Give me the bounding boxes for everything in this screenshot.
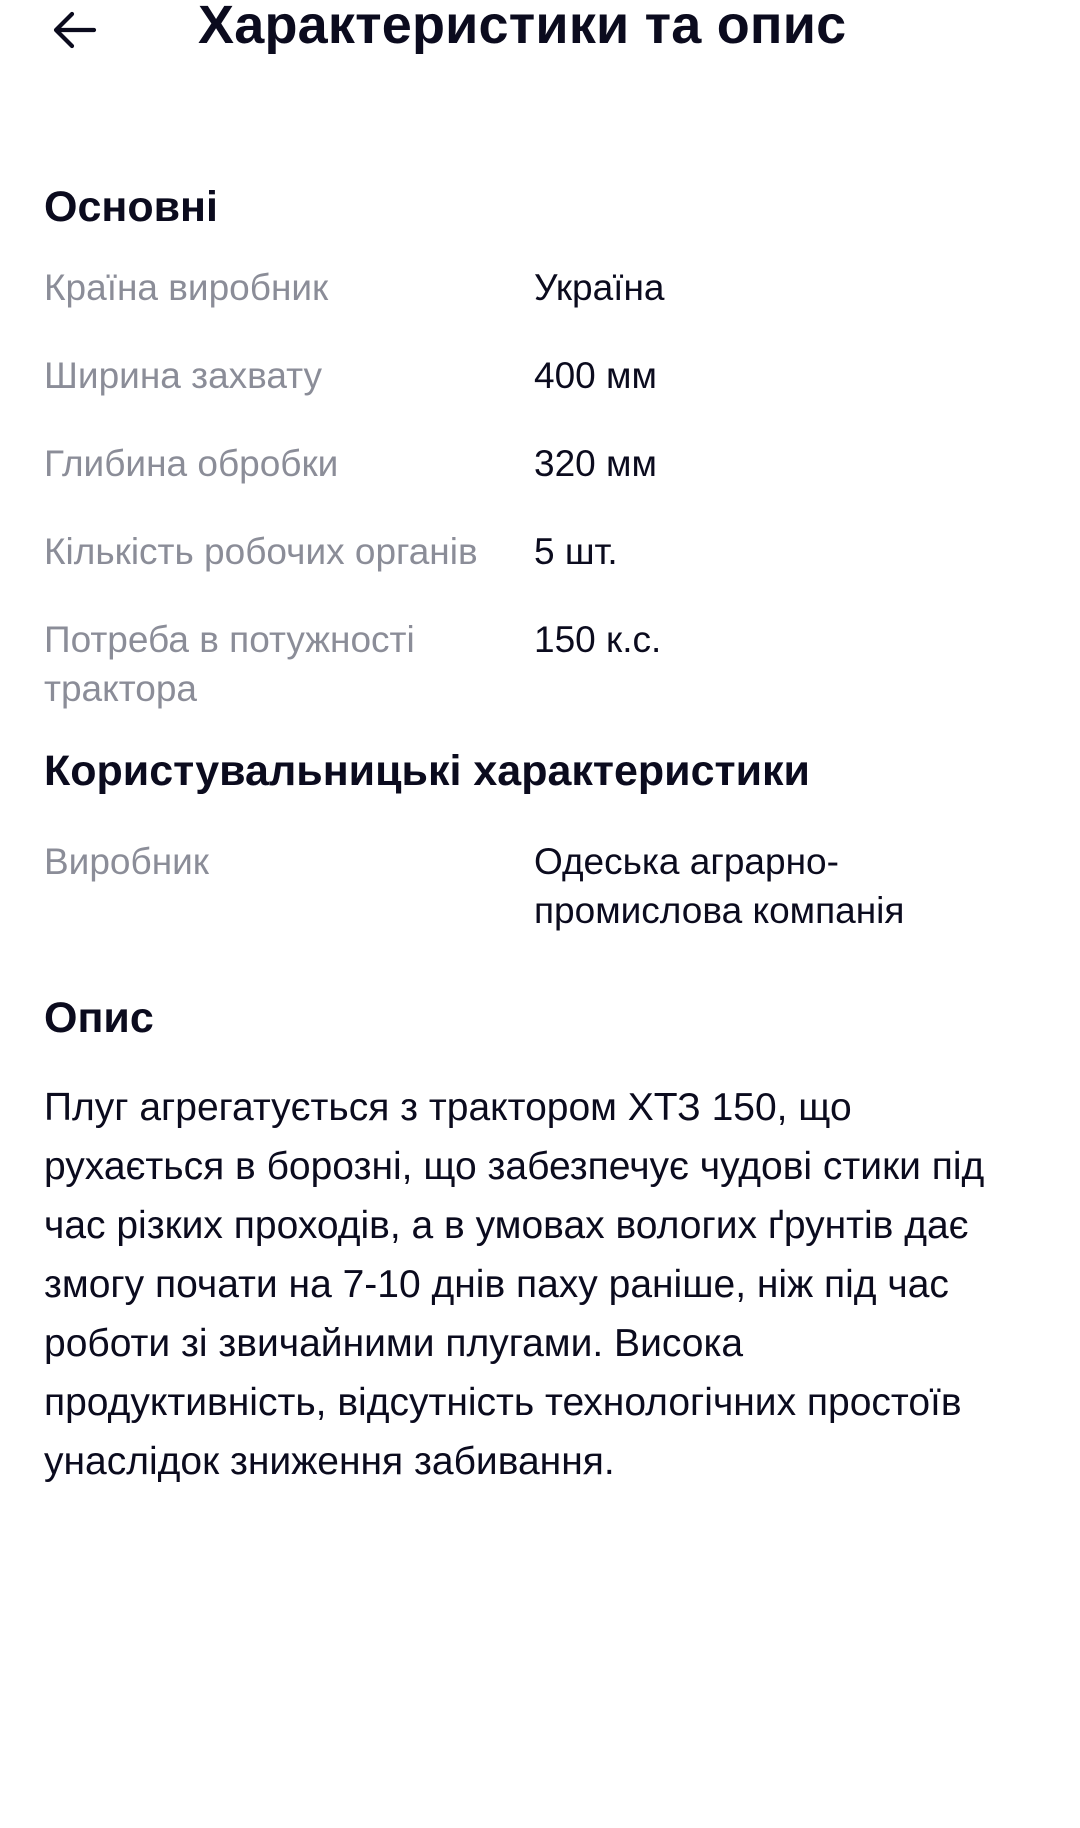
arrow-left-icon xyxy=(50,10,98,50)
spec-row-country xyxy=(44,263,1036,312)
main-specs-list xyxy=(44,263,1036,713)
back-button[interactable] xyxy=(50,0,132,60)
page-title: Характеристики та опис xyxy=(198,0,847,55)
spec-row-working-bodies xyxy=(44,527,1036,576)
app-header xyxy=(44,0,1036,90)
spec-label: Виробник xyxy=(44,841,209,882)
spec-value: 400 мм xyxy=(534,355,657,396)
spec-value: Україна xyxy=(534,267,665,308)
main-specs-section xyxy=(44,90,1036,713)
spec-value: Одеська аграрно-промислова компанія xyxy=(534,841,905,931)
spec-value: 150 к.с. xyxy=(534,619,662,660)
description-text: Плуг агрегатується з трактором ХТЗ 150, що рухається в борозні, що забезпечує чудові стики під час різких проходів, а в умовах вологих ґрунтів дає змогу почати на 7-10 днів паху раніше, ніж під час роботи зі звичайними плугами. Висока продуктивність, відсутність технологічних простоїв унаслідок зниження забивання. xyxy=(44,1086,985,1483)
spec-label: Країна виробник xyxy=(44,267,329,308)
spec-value: 320 мм xyxy=(534,443,657,484)
spec-value: 5 шт. xyxy=(534,531,618,572)
user-specs-list xyxy=(44,837,1036,935)
spec-label: Кількість робочих органів xyxy=(44,531,478,572)
description-section xyxy=(44,935,1036,1491)
section-title-user: Користувальницькі характеристики xyxy=(44,747,810,795)
spec-label: Ширина захвату xyxy=(44,355,323,396)
spec-row-depth xyxy=(44,439,1036,488)
spec-row-width xyxy=(44,351,1036,400)
spec-label: Глибина обробки xyxy=(44,443,339,484)
user-specs-section xyxy=(44,713,1036,935)
section-title-main: Основні xyxy=(44,183,218,231)
spec-label: Потреба в потужності трактора xyxy=(44,619,415,709)
spec-row-tractor-power xyxy=(44,615,1036,713)
spec-row-manufacturer xyxy=(44,837,1036,935)
section-title-description: Опис xyxy=(44,994,154,1042)
